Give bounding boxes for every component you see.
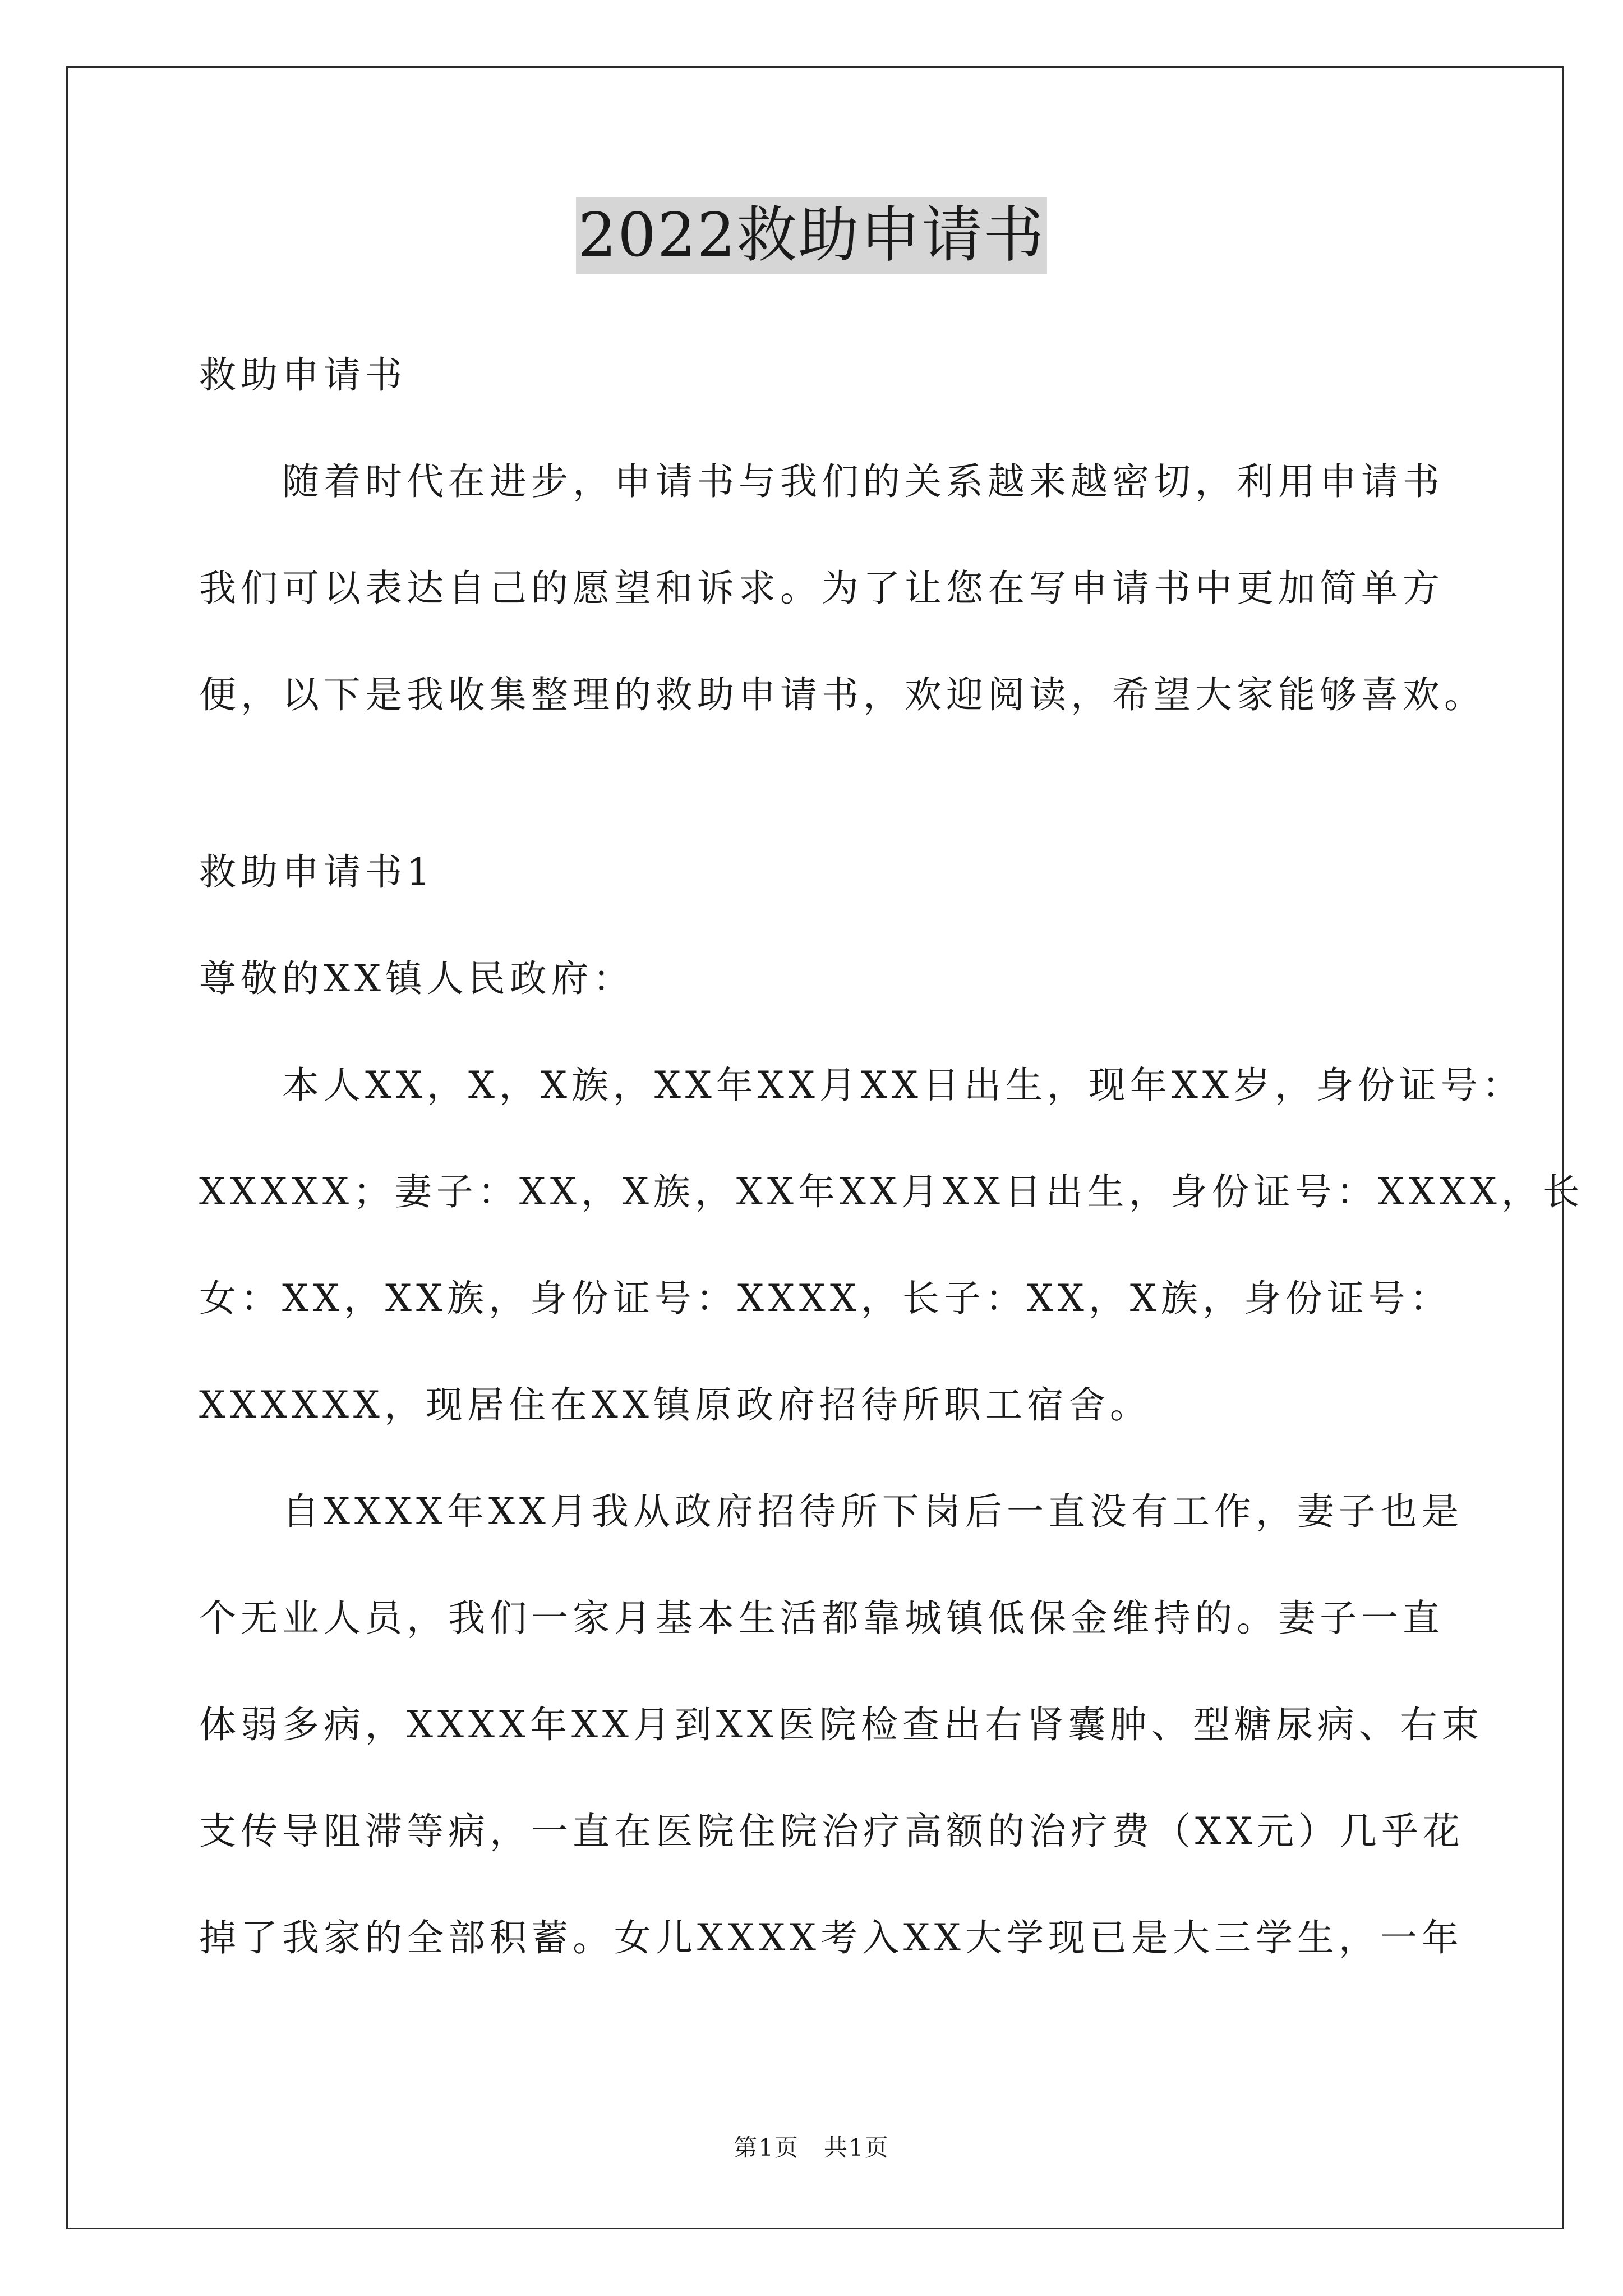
page-footer: 第1页 共1页	[734, 2134, 889, 2161]
paragraph-line: 便，以下是我收集整理的救助申请书，欢迎阅读，希望大家能够喜欢。	[199, 673, 1486, 716]
paragraph-line: XXXXX；妻子：XX，X族，XX年XX月XX日出生，身份证号：XXXX，长	[199, 1170, 1584, 1213]
paragraph-line: 女：XX，XX族，身份证号：XXXX，长子：XX，X族，身份证号：	[199, 1277, 1451, 1320]
section-heading: 救助申请书1	[199, 850, 435, 894]
document-body	[199, 337, 1584, 1959]
paragraph-line: 自XXXX年XX月我从政府招待所下岗后一直没有工作，妻子也是	[282, 1490, 1463, 1533]
paragraph-line: 我们可以表达自己的愿望和诉求。为了让您在写申请书中更加简单方	[199, 567, 1444, 610]
paragraph-line: 个无业人员，我们一家月基本生活都靠城镇低保金维持的。妻子一直	[199, 1596, 1444, 1640]
section-heading: 救助申请书	[199, 353, 407, 397]
paragraph-line: 体弱多病，XXXX年XX月到XX医院检查出右肾囊肿、型糖尿病、右束	[199, 1703, 1483, 1746]
paragraph-line: 支传导阻滞等病，一直在医院住院治疗高额的治疗费（XX元）几乎花	[199, 1810, 1464, 1853]
paragraph-line: XXXXXX，现居住在XX镇原政府招待所职工宿舍。	[199, 1383, 1151, 1427]
paragraph-line: 本人XX，X，X族，XX年XX月XX日出生，现年XX岁，身份证号：	[282, 1064, 1524, 1107]
title-container	[0, 197, 1623, 274]
document-title: 2022救助申请书	[576, 197, 1048, 274]
salutation: 尊敬的XX镇人民政府：	[199, 957, 634, 1000]
paragraph-line: 掉了我家的全部积蓄。女儿XXXX考入XX大学现已是大三学生，一年	[199, 1916, 1463, 1959]
paragraph-line: 随着时代在进步，申请书与我们的关系越来越密切，利用申请书	[282, 460, 1444, 503]
